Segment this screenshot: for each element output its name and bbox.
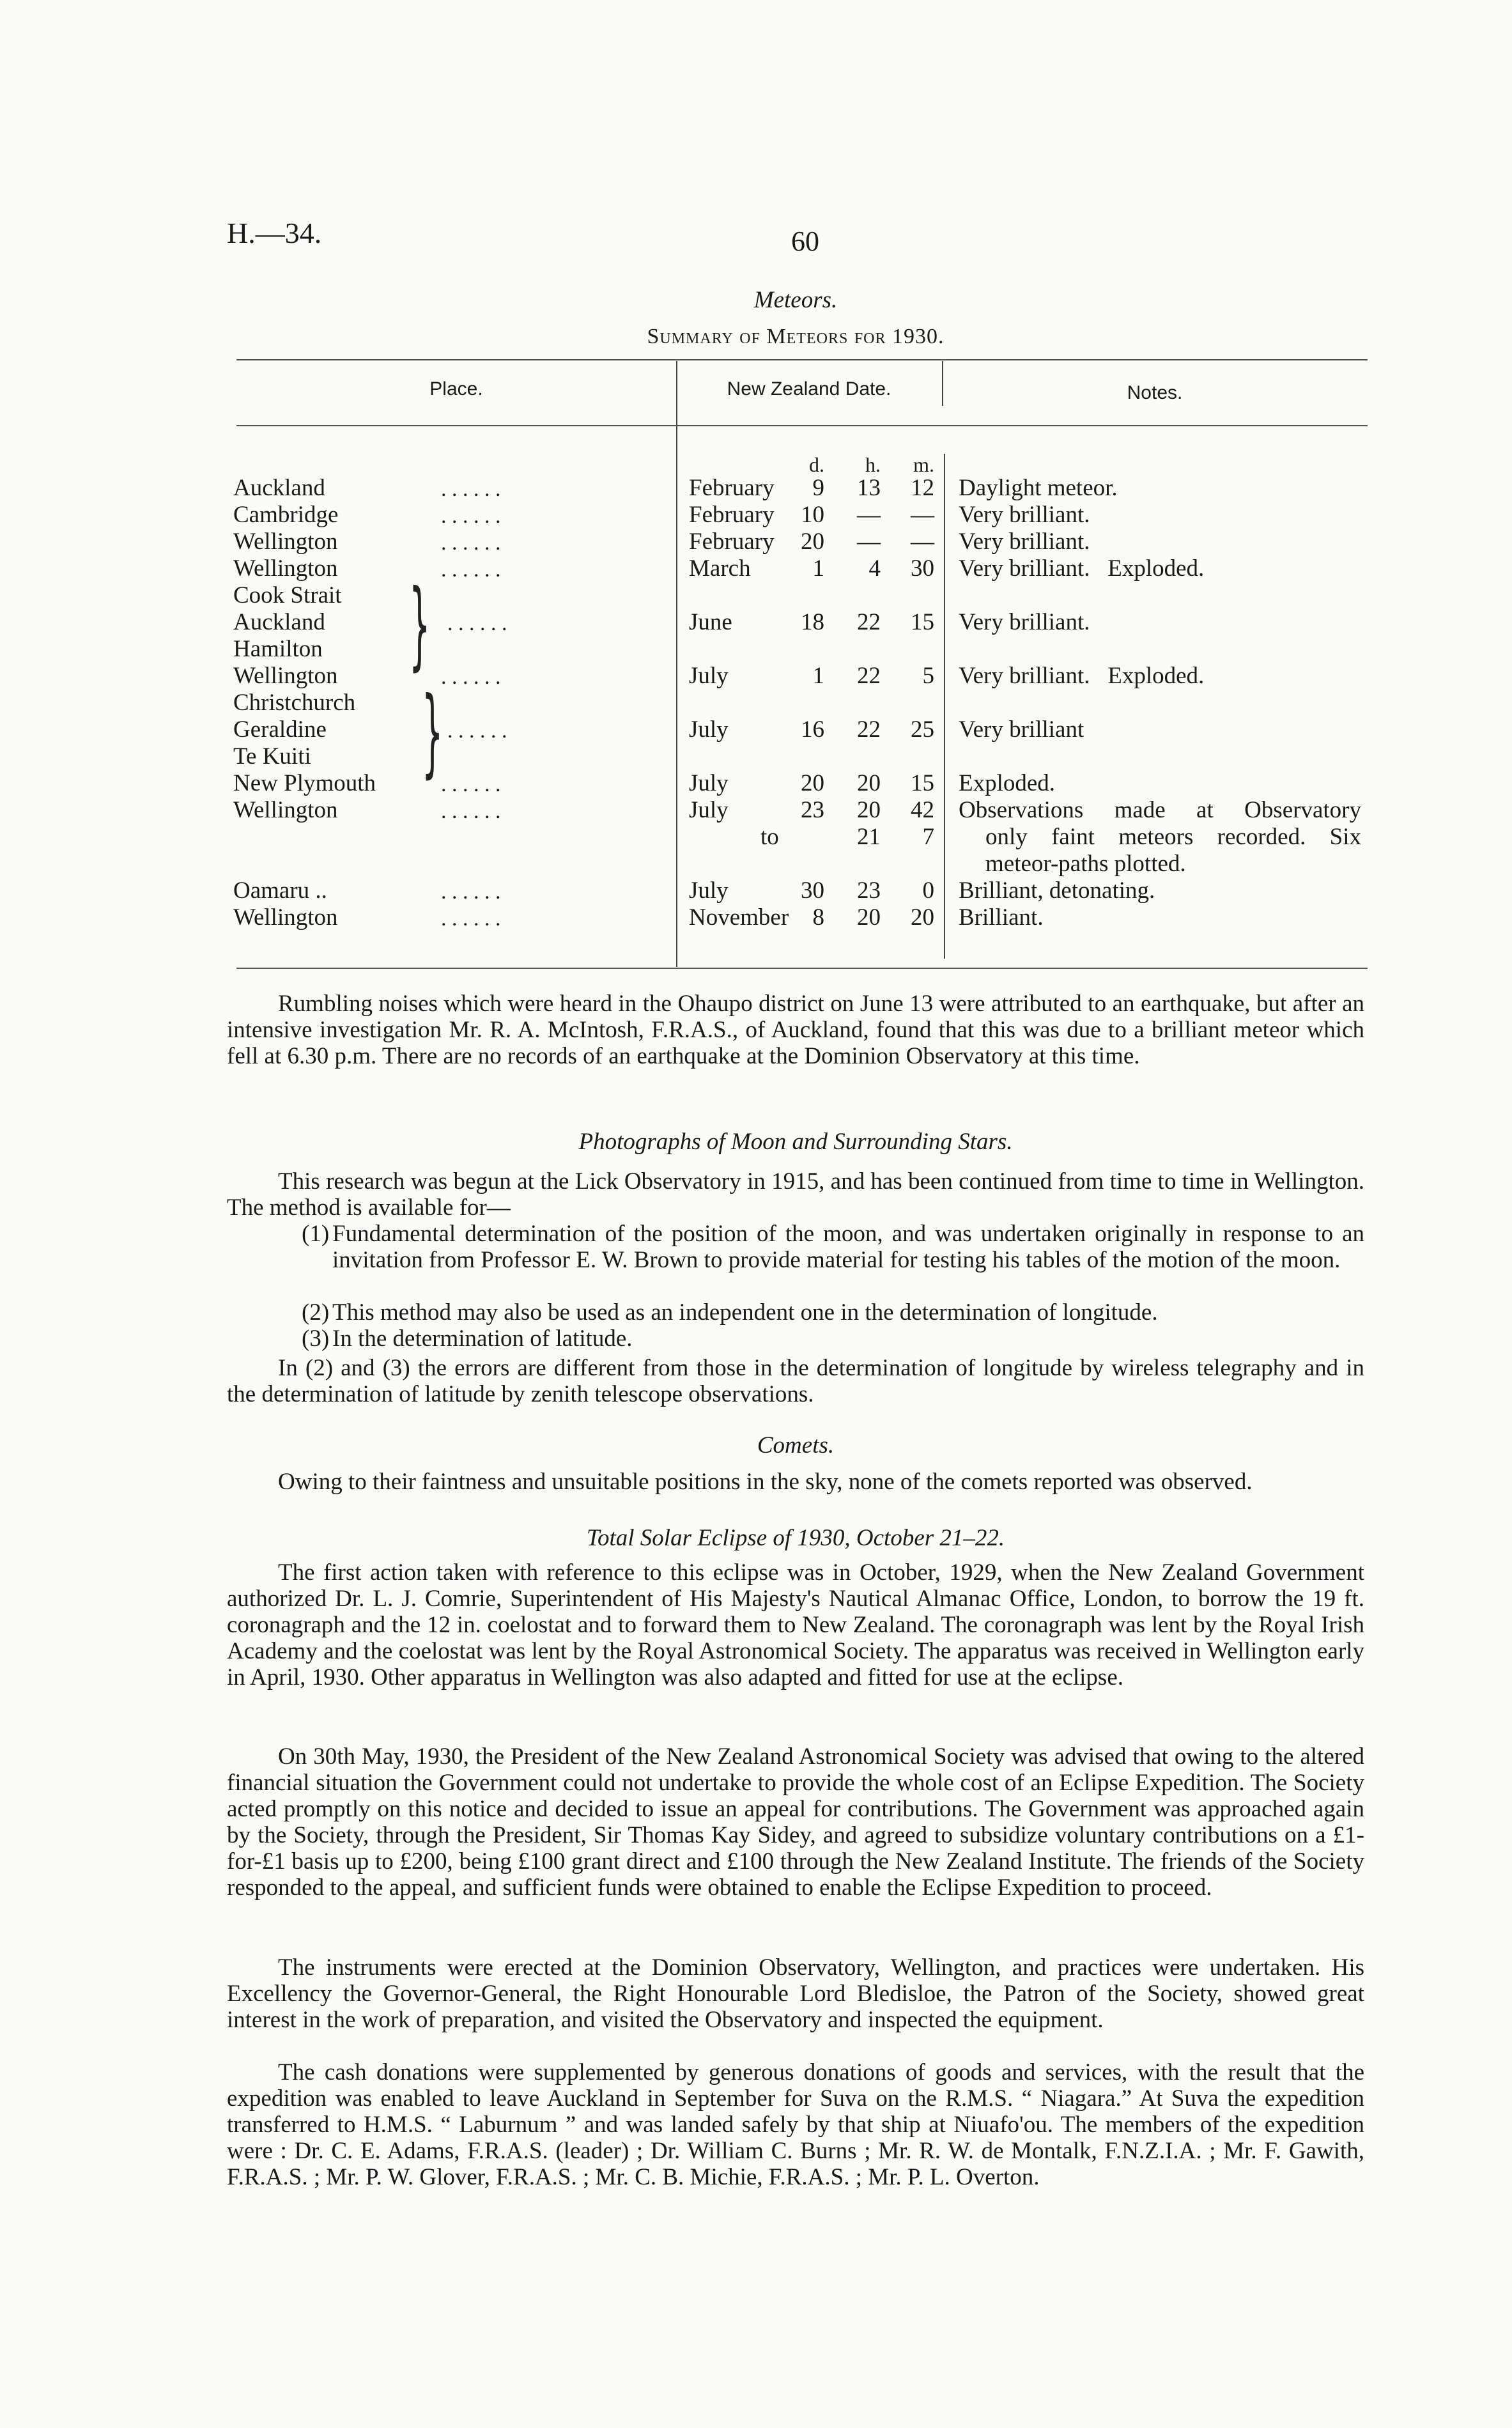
column-header-date: New Zealand Date.: [727, 378, 891, 399]
time-hour: 22: [857, 716, 881, 743]
place-name: Geraldine: [233, 716, 327, 743]
table-bottom-rule: [236, 968, 1368, 969]
note-text: only faint meteors recorded. Six: [985, 824, 1361, 850]
brace-symbol: }: [409, 569, 431, 681]
place-name: Christchurch: [233, 690, 356, 716]
table-divider-date-notes: [944, 454, 945, 959]
comets-heading: Comets.: [757, 1432, 835, 1458]
unit-minutes: m.: [913, 453, 934, 476]
photographs-item-3: [302, 1326, 1364, 1352]
item-text: This method may also be used as an independent one in the determination of longitude.: [332, 1299, 1158, 1326]
time-minute: 42: [911, 797, 934, 823]
item-text: Fundamental determination of the position of the moon, and was undertaken originally in response to an invitation from Professor E. W. Brown to provide material for testing his tables of the motion of the moon.: [332, 1221, 1364, 1273]
note-text: Very brilliant. Exploded.: [959, 663, 1205, 689]
note-text: Observations made at Observatory: [959, 797, 1361, 823]
time-minute: 5: [922, 663, 934, 689]
document-code: H.—34.: [227, 217, 322, 249]
meteors-heading: Meteors.: [753, 287, 838, 313]
item-text: In the determination of latitude.: [332, 1326, 633, 1352]
date-month: July: [689, 797, 729, 823]
date-day: 20: [801, 770, 824, 796]
photographs-item-1: [302, 1221, 1364, 1273]
note-text: Exploded.: [959, 770, 1056, 796]
leader-dots: . . . . . .: [441, 665, 501, 689]
date-month: March: [689, 555, 751, 582]
date-day: 23: [801, 797, 824, 823]
time-hour: 23: [857, 878, 881, 904]
date-day: 16: [801, 716, 824, 743]
note-text: Very brilliant.: [959, 502, 1090, 528]
date-day: 1: [812, 663, 824, 689]
date-day: 20: [801, 529, 824, 555]
time-hour: 20: [857, 797, 881, 823]
note-text: Very brilliant: [959, 716, 1084, 743]
date-month: July: [689, 878, 729, 904]
eclipse-paragraph-3: The instruments were erected at the Dominion Observatory, Wellington, and practices were undertaken. His Excellency the Governor-General, the Right Honourable Lord Bledisloe, the Patron of the Society, showed great interest in the work of preparation, and visited the Observatory and inspected the equipment.: [227, 1954, 1364, 2033]
time-minute: 15: [911, 770, 934, 796]
item-label: (1): [302, 1221, 330, 1247]
eclipse-paragraph-2: On 30th May, 1930, the President of the New Zealand Astronomical Society was advised that owing to the altered financial situation the Government could not undertake to provide the whole cost of an Eclipse Expedition. The Society acted promptly on this notice and decided to issue an appeal for contributions. The Government was approached again by the Society, through the President, Sir Thomas Kay Sidey, and agreed to subsidize voluntary contributions on a £1-for-£1 basis up to £200, being £100 grant direct and £100 through the New Zealand Institute. The friends of the Society responded to the appeal, and sufficient funds were obtained to enable the Eclipse Expedition to proceed.: [227, 1744, 1364, 1901]
table-divider-date-notes-head: [942, 361, 943, 406]
time-hour: 20: [857, 770, 881, 796]
unit-days: d.: [809, 453, 824, 476]
item-label: (3): [302, 1326, 330, 1352]
place-name: Wellington: [233, 663, 338, 689]
time-minute: 7: [922, 824, 934, 850]
time-minute: 20: [911, 904, 934, 931]
time-minute: 30: [911, 555, 934, 582]
table-top-rule: [236, 359, 1368, 360]
leader-dots: . . . . . .: [447, 612, 507, 635]
unit-hours: h.: [865, 453, 881, 476]
time-hour: —: [857, 529, 881, 555]
eclipse-heading: Total Solar Eclipse of 1930, October 21–22.: [586, 1525, 1005, 1551]
time-hour: 4: [868, 555, 881, 582]
time-hour: —: [857, 502, 881, 528]
time-hour: 13: [857, 475, 881, 501]
time-minute: —: [911, 502, 934, 528]
place-name: Cambridge: [233, 502, 339, 528]
leader-dots: . . . . . .: [441, 800, 501, 823]
note-text: Daylight meteor.: [959, 475, 1118, 501]
place-name: Wellington: [233, 555, 338, 582]
note-text: Very brilliant.: [959, 609, 1090, 635]
comets-text: Owing to their faintness and unsuitable positions in the sky, none of the comets reported was observed.: [278, 1469, 1253, 1495]
time-minute: —: [911, 529, 934, 555]
column-header-place: Place.: [429, 378, 483, 399]
leader-dots: . . . . . .: [441, 773, 501, 796]
place-name: Cook Strait: [233, 582, 342, 608]
leader-dots: . . . . . .: [441, 504, 501, 528]
page-number: 60: [791, 226, 819, 257]
date-to: to: [760, 824, 779, 850]
item-label: (2): [302, 1299, 330, 1326]
photographs-heading: Photographs of Moon and Surrounding Stars.: [578, 1129, 1013, 1155]
leader-dots: . . . . . .: [441, 558, 501, 582]
place-name: Wellington: [233, 904, 338, 931]
date-month: February: [689, 475, 775, 501]
date-month: July: [689, 770, 729, 796]
time-hour: 20: [857, 904, 881, 931]
date-month: July: [689, 663, 729, 689]
note-text: Brilliant.: [959, 904, 1044, 931]
time-hour: 22: [857, 663, 881, 689]
date-month: November: [689, 904, 789, 931]
date-month: February: [689, 529, 775, 555]
leader-dots: . . . . . .: [441, 907, 501, 931]
leader-dots: . . . . . .: [441, 531, 501, 555]
leader-dots: . . . . . .: [447, 719, 507, 743]
brace-symbol: }: [422, 677, 444, 788]
time-minute: 25: [911, 716, 934, 743]
note-text: meteor-paths plotted.: [985, 851, 1186, 877]
place-name: Oamaru ..: [233, 878, 327, 904]
place-name: Auckland: [233, 609, 325, 635]
date-day: 1: [812, 555, 824, 582]
column-header-notes: Notes.: [1127, 382, 1183, 403]
place-name: Wellington: [233, 797, 338, 823]
photographs-item-2: [302, 1299, 1364, 1326]
meteors-summary-title: Summary of Meteors for 1930.: [647, 325, 945, 348]
time-hour: 21: [857, 824, 881, 850]
date-month: July: [689, 716, 729, 743]
note-text: Very brilliant.: [959, 529, 1090, 555]
date-day: 9: [812, 475, 824, 501]
date-month: February: [689, 502, 775, 528]
time-minute: 12: [911, 475, 934, 501]
photographs-closing: In (2) and (3) the errors are different from those in the determination of longitude by wireless telegraphy and in the determination of latitude by zenith telescope observations.: [227, 1355, 1364, 1407]
place-name: Hamilton: [233, 636, 323, 662]
leader-dots: . . . . . .: [441, 477, 501, 501]
eclipse-paragraph-4: The cash donations were supplemented by generous donations of goods and services, with the result that the expedition was enabled to leave Auckland in September for Suva on the R.M.S. “ Niagara.” At Suva the expedition transferred to H.M.S. “ Laburnum ” and was landed safely by that ship at Niuafo'ou. The members of the expedition were : Dr. C. E. Adams, F.R.A.S. (leader) ; Dr. William C. Burns ; Mr. R. W. de Montalk, F.N.Z.I.A. ; Mr. F. Gawith, F.R.A.S. ; Mr. P. W. Glover, F.R.A.S. ; Mr. C. B. Michie, F.R.A.S. ; Mr. P. L. Overton.: [227, 2059, 1364, 2190]
place-name: Auckland: [233, 475, 325, 501]
date-day: 30: [801, 878, 824, 904]
place-name: Wellington: [233, 529, 338, 555]
rumbling-paragraph: Rumbling noises which were heard in the Ohaupo district on June 13 were attributed to an earthquake, but after an intensive investigation Mr. R. A. McIntosh, F.R.A.S., of Auckland, found that this was due to a brilliant meteor which fell at 6.30 p.m. There are no records of an earthquake at the Dominion Observatory at this time.: [227, 991, 1364, 1069]
leader-dots: . . . . . .: [441, 880, 501, 904]
date-day: 10: [801, 502, 824, 528]
eclipse-paragraph-1: The first action taken with reference to this eclipse was in October, 1929, when the New Zealand Government authorized Dr. L. J. Comrie, Superintendent of His Majesty's Nautical Almanac Office, London, to borrow the 19 ft. coronagraph and the 12 in. coelostat and to forward them to New Zealand. The coronagraph was lent by the Royal Irish Academy and the coelostat was lent by the Royal Astronomical Society. The apparatus was received in Wellington early in April, 1930. Other apparatus in Wellington was also adapted and fitted for use at the eclipse.: [227, 1559, 1364, 1690]
time-minute: 15: [911, 609, 934, 635]
date-day: 18: [801, 609, 824, 635]
time-hour: 22: [857, 609, 881, 635]
note-text: Brilliant, detonating.: [959, 878, 1155, 904]
place-name: New Plymouth: [233, 770, 376, 796]
place-name: Te Kuiti: [233, 743, 311, 769]
date-day: 8: [812, 904, 824, 931]
photographs-intro: This research was begun at the Lick Observatory in 1915, and has been continued from time to time in Wellington. The method is available for—: [227, 1168, 1364, 1221]
table-divider-place-date: [676, 361, 677, 967]
table-header-rule: [236, 425, 1368, 426]
date-month: June: [689, 609, 732, 635]
note-text: Very brilliant. Exploded.: [959, 555, 1205, 582]
time-minute: 0: [922, 878, 934, 904]
